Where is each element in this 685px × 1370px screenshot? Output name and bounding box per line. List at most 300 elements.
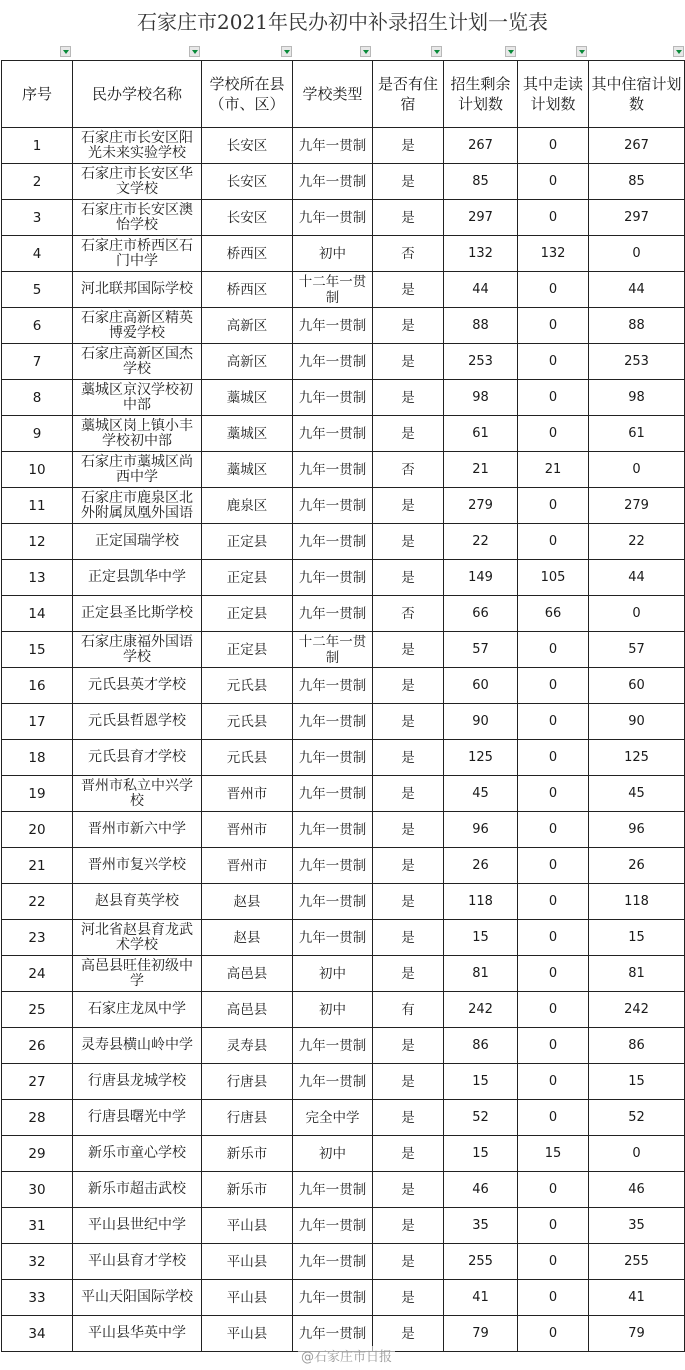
boarding-plan-cell: 96 xyxy=(589,812,685,848)
header-cell: 其中住宿计划数 xyxy=(589,61,685,128)
day-plan-cell: 0 xyxy=(518,884,589,920)
school-type-cell: 九年一贯制 xyxy=(293,380,373,416)
boarding-cell: 是 xyxy=(373,1100,444,1136)
school-name-cell: 高邑县旺佳初级中学 xyxy=(73,956,202,992)
row-number-cell: 25 xyxy=(2,992,73,1028)
school-name-cell: 石家庄市长安区华文学校 xyxy=(73,164,202,200)
boarding-cell: 是 xyxy=(373,1172,444,1208)
row-number-cell: 22 xyxy=(2,884,73,920)
filter-row xyxy=(0,44,685,60)
remaining-plan-cell: 15 xyxy=(444,1064,518,1100)
district-cell: 赵县 xyxy=(202,920,293,956)
school-type-cell: 九年一贯制 xyxy=(293,200,373,236)
school-name-cell: 石家庄市桥西区石门中学 xyxy=(73,236,202,272)
district-cell: 鹿泉区 xyxy=(202,488,293,524)
filter-dropdown-icon[interactable] xyxy=(189,46,200,57)
row-number-cell: 19 xyxy=(2,776,73,812)
school-type-cell: 九年一贯制 xyxy=(293,812,373,848)
remaining-plan-cell: 86 xyxy=(444,1028,518,1064)
filter-dropdown-icon[interactable] xyxy=(431,46,442,57)
school-name-cell: 石家庄高新区精英博爱学校 xyxy=(73,308,202,344)
day-plan-cell: 0 xyxy=(518,1172,589,1208)
boarding-plan-cell: 0 xyxy=(589,236,685,272)
remaining-plan-cell: 15 xyxy=(444,920,518,956)
day-plan-cell: 105 xyxy=(518,560,589,596)
table-row xyxy=(2,596,685,632)
remaining-plan-cell: 279 xyxy=(444,488,518,524)
boarding-plan-cell: 98 xyxy=(589,380,685,416)
boarding-plan-cell: 297 xyxy=(589,200,685,236)
district-cell: 高新区 xyxy=(202,344,293,380)
row-number-cell: 30 xyxy=(2,1172,73,1208)
boarding-cell: 是 xyxy=(373,164,444,200)
day-plan-cell: 21 xyxy=(518,452,589,488)
header-cell: 学校所在县（市、区） xyxy=(202,61,293,128)
boarding-cell: 是 xyxy=(373,1028,444,1064)
filter-dropdown-icon[interactable] xyxy=(360,46,371,57)
district-cell: 长安区 xyxy=(202,128,293,164)
day-plan-cell: 66 xyxy=(518,596,589,632)
row-number-cell: 28 xyxy=(2,1100,73,1136)
day-plan-cell: 0 xyxy=(518,1064,589,1100)
boarding-cell: 是 xyxy=(373,560,444,596)
school-type-cell: 九年一贯制 xyxy=(293,1028,373,1064)
row-number-cell: 34 xyxy=(2,1316,73,1352)
day-plan-cell: 0 xyxy=(518,380,589,416)
table-row xyxy=(2,272,685,308)
filter-dropdown-icon[interactable] xyxy=(576,46,587,57)
school-name-cell: 石家庄高新区国杰学校 xyxy=(73,344,202,380)
school-name-cell: 石家庄市长安区澳怡学校 xyxy=(73,200,202,236)
remaining-plan-cell: 57 xyxy=(444,632,518,668)
header-cell: 其中走读计划数 xyxy=(518,61,589,128)
boarding-cell: 是 xyxy=(373,200,444,236)
table-body xyxy=(2,128,685,1352)
school-name-cell: 藁城区京汉学校初中部 xyxy=(73,380,202,416)
remaining-plan-cell: 60 xyxy=(444,668,518,704)
table-row xyxy=(2,524,685,560)
district-cell: 元氏县 xyxy=(202,668,293,704)
boarding-plan-cell: 41 xyxy=(589,1280,685,1316)
day-plan-cell: 0 xyxy=(518,704,589,740)
boarding-cell: 是 xyxy=(373,1280,444,1316)
day-plan-cell: 0 xyxy=(518,308,589,344)
school-name-cell: 平山县世纪中学 xyxy=(73,1208,202,1244)
district-cell: 赵县 xyxy=(202,884,293,920)
school-name-cell: 正定县凯华中学 xyxy=(73,560,202,596)
row-number-cell: 5 xyxy=(2,272,73,308)
district-cell: 晋州市 xyxy=(202,848,293,884)
table-row xyxy=(2,992,685,1028)
remaining-plan-cell: 15 xyxy=(444,1136,518,1172)
boarding-plan-cell: 46 xyxy=(589,1172,685,1208)
table-row xyxy=(2,1280,685,1316)
school-type-cell: 九年一贯制 xyxy=(293,776,373,812)
school-type-cell: 九年一贯制 xyxy=(293,1316,373,1352)
remaining-plan-cell: 132 xyxy=(444,236,518,272)
school-type-cell: 九年一贯制 xyxy=(293,1208,373,1244)
boarding-plan-cell: 0 xyxy=(589,596,685,632)
boarding-cell: 是 xyxy=(373,272,444,308)
boarding-plan-cell: 0 xyxy=(589,1136,685,1172)
boarding-cell: 是 xyxy=(373,704,444,740)
district-cell: 桥西区 xyxy=(202,272,293,308)
school-type-cell: 九年一贯制 xyxy=(293,848,373,884)
school-name-cell: 元氏县英才学校 xyxy=(73,668,202,704)
day-plan-cell: 0 xyxy=(518,632,589,668)
row-number-cell: 23 xyxy=(2,920,73,956)
row-number-cell: 1 xyxy=(2,128,73,164)
remaining-plan-cell: 85 xyxy=(444,164,518,200)
school-type-cell: 完全中学 xyxy=(293,1100,373,1136)
boarding-cell: 是 xyxy=(373,812,444,848)
school-name-cell: 平山县华英中学 xyxy=(73,1316,202,1352)
remaining-plan-cell: 96 xyxy=(444,812,518,848)
district-cell: 晋州市 xyxy=(202,812,293,848)
school-type-cell: 九年一贯制 xyxy=(293,1244,373,1280)
table-row xyxy=(2,812,685,848)
table-row xyxy=(2,1244,685,1280)
table-row xyxy=(2,1208,685,1244)
school-name-cell: 石家庄康福外国语学校 xyxy=(73,632,202,668)
filter-dropdown-icon[interactable] xyxy=(281,46,292,57)
boarding-plan-cell: 267 xyxy=(589,128,685,164)
school-name-cell: 晋州市复兴学校 xyxy=(73,848,202,884)
boarding-plan-cell: 279 xyxy=(589,488,685,524)
district-cell: 高新区 xyxy=(202,308,293,344)
day-plan-cell: 0 xyxy=(518,488,589,524)
remaining-plan-cell: 44 xyxy=(444,272,518,308)
boarding-cell: 是 xyxy=(373,1244,444,1280)
district-cell: 元氏县 xyxy=(202,704,293,740)
school-name-cell: 晋州市私立中兴学校 xyxy=(73,776,202,812)
table-row xyxy=(2,128,685,164)
filter-dropdown-icon[interactable] xyxy=(673,46,684,57)
district-cell: 行唐县 xyxy=(202,1100,293,1136)
day-plan-cell: 0 xyxy=(518,524,589,560)
remaining-plan-cell: 21 xyxy=(444,452,518,488)
district-cell: 桥西区 xyxy=(202,236,293,272)
school-type-cell: 九年一贯制 xyxy=(293,416,373,452)
header-cell: 是否有住宿 xyxy=(373,61,444,128)
remaining-plan-cell: 125 xyxy=(444,740,518,776)
district-cell: 高邑县 xyxy=(202,956,293,992)
school-name-cell: 石家庄市长安区阳光未来实验学校 xyxy=(73,128,202,164)
district-cell: 藁城区 xyxy=(202,416,293,452)
row-number-cell: 3 xyxy=(2,200,73,236)
boarding-plan-cell: 253 xyxy=(589,344,685,380)
boarding-plan-cell: 52 xyxy=(589,1100,685,1136)
watermark: @石家庄市日报 xyxy=(298,1346,395,1365)
district-cell: 元氏县 xyxy=(202,740,293,776)
school-type-cell: 九年一贯制 xyxy=(293,1064,373,1100)
day-plan-cell: 132 xyxy=(518,236,589,272)
school-type-cell: 九年一贯制 xyxy=(293,704,373,740)
filter-dropdown-icon[interactable] xyxy=(60,46,71,57)
row-number-cell: 32 xyxy=(2,1244,73,1280)
remaining-plan-cell: 149 xyxy=(444,560,518,596)
boarding-cell: 是 xyxy=(373,776,444,812)
table-row xyxy=(2,236,685,272)
boarding-cell: 是 xyxy=(373,956,444,992)
day-plan-cell: 0 xyxy=(518,1100,589,1136)
remaining-plan-cell: 297 xyxy=(444,200,518,236)
boarding-plan-cell: 118 xyxy=(589,884,685,920)
row-number-cell: 2 xyxy=(2,164,73,200)
boarding-cell: 是 xyxy=(373,1316,444,1352)
table-row xyxy=(2,1064,685,1100)
school-type-cell: 初中 xyxy=(293,236,373,272)
boarding-cell: 是 xyxy=(373,848,444,884)
district-cell: 藁城区 xyxy=(202,380,293,416)
day-plan-cell: 0 xyxy=(518,1280,589,1316)
remaining-plan-cell: 255 xyxy=(444,1244,518,1280)
boarding-cell: 是 xyxy=(373,344,444,380)
day-plan-cell: 0 xyxy=(518,920,589,956)
school-name-cell: 新乐市超击武校 xyxy=(73,1172,202,1208)
school-type-cell: 九年一贯制 xyxy=(293,344,373,380)
row-number-cell: 17 xyxy=(2,704,73,740)
boarding-cell: 是 xyxy=(373,884,444,920)
school-type-cell: 初中 xyxy=(293,956,373,992)
boarding-plan-cell: 60 xyxy=(589,668,685,704)
table-row xyxy=(2,632,685,668)
boarding-cell: 否 xyxy=(373,236,444,272)
boarding-cell: 否 xyxy=(373,596,444,632)
boarding-cell: 有 xyxy=(373,992,444,1028)
table-row xyxy=(2,1028,685,1064)
boarding-cell: 是 xyxy=(373,632,444,668)
school-name-cell: 行唐县曙光中学 xyxy=(73,1100,202,1136)
row-number-cell: 7 xyxy=(2,344,73,380)
table-row xyxy=(2,848,685,884)
header-cell: 民办学校名称 xyxy=(73,61,202,128)
school-type-cell: 九年一贯制 xyxy=(293,920,373,956)
boarding-cell: 是 xyxy=(373,1136,444,1172)
school-type-cell: 初中 xyxy=(293,1136,373,1172)
remaining-plan-cell: 79 xyxy=(444,1316,518,1352)
school-name-cell: 藁城区岗上镇小丰学校初中部 xyxy=(73,416,202,452)
school-name-cell: 河北联邦国际学校 xyxy=(73,272,202,308)
remaining-plan-cell: 66 xyxy=(444,596,518,632)
table-row xyxy=(2,308,685,344)
table-row xyxy=(2,1136,685,1172)
remaining-plan-cell: 26 xyxy=(444,848,518,884)
remaining-plan-cell: 242 xyxy=(444,992,518,1028)
school-type-cell: 九年一贯制 xyxy=(293,452,373,488)
row-number-cell: 9 xyxy=(2,416,73,452)
page-title: 石家庄市2021年民办初中补录招生计划一览表 xyxy=(137,10,548,34)
district-cell: 平山县 xyxy=(202,1208,293,1244)
boarding-plan-cell: 61 xyxy=(589,416,685,452)
boarding-cell: 是 xyxy=(373,308,444,344)
row-number-cell: 18 xyxy=(2,740,73,776)
day-plan-cell: 0 xyxy=(518,1316,589,1352)
boarding-cell: 是 xyxy=(373,668,444,704)
enrollment-table xyxy=(1,60,685,1352)
table-row xyxy=(2,488,685,524)
school-type-cell: 九年一贯制 xyxy=(293,128,373,164)
boarding-cell: 是 xyxy=(373,740,444,776)
boarding-plan-cell: 81 xyxy=(589,956,685,992)
day-plan-cell: 0 xyxy=(518,668,589,704)
row-number-cell: 10 xyxy=(2,452,73,488)
day-plan-cell: 0 xyxy=(518,200,589,236)
school-type-cell: 九年一贯制 xyxy=(293,1172,373,1208)
day-plan-cell: 15 xyxy=(518,1136,589,1172)
school-type-cell: 九年一贯制 xyxy=(293,164,373,200)
table-row xyxy=(2,560,685,596)
school-name-cell: 正定国瑞学校 xyxy=(73,524,202,560)
boarding-cell: 是 xyxy=(373,1064,444,1100)
remaining-plan-cell: 45 xyxy=(444,776,518,812)
remaining-plan-cell: 35 xyxy=(444,1208,518,1244)
row-number-cell: 15 xyxy=(2,632,73,668)
remaining-plan-cell: 253 xyxy=(444,344,518,380)
row-number-cell: 31 xyxy=(2,1208,73,1244)
day-plan-cell: 0 xyxy=(518,1208,589,1244)
filter-dropdown-icon[interactable] xyxy=(505,46,516,57)
school-type-cell: 初中 xyxy=(293,992,373,1028)
remaining-plan-cell: 88 xyxy=(444,308,518,344)
school-type-cell: 九年一贯制 xyxy=(293,308,373,344)
school-name-cell: 灵寿县横山岭中学 xyxy=(73,1028,202,1064)
boarding-cell: 是 xyxy=(373,524,444,560)
boarding-cell: 是 xyxy=(373,488,444,524)
table-row xyxy=(2,668,685,704)
day-plan-cell: 0 xyxy=(518,416,589,452)
day-plan-cell: 0 xyxy=(518,812,589,848)
table-row xyxy=(2,1172,685,1208)
boarding-plan-cell: 35 xyxy=(589,1208,685,1244)
district-cell: 平山县 xyxy=(202,1316,293,1352)
boarding-plan-cell: 255 xyxy=(589,1244,685,1280)
table-row xyxy=(2,920,685,956)
district-cell: 正定县 xyxy=(202,632,293,668)
school-name-cell: 行唐县龙城学校 xyxy=(73,1064,202,1100)
school-type-cell: 九年一贯制 xyxy=(293,668,373,704)
remaining-plan-cell: 22 xyxy=(444,524,518,560)
district-cell: 灵寿县 xyxy=(202,1028,293,1064)
boarding-cell: 是 xyxy=(373,128,444,164)
school-name-cell: 平山县育才学校 xyxy=(73,1244,202,1280)
header-cell: 学校类型 xyxy=(293,61,373,128)
day-plan-cell: 0 xyxy=(518,1244,589,1280)
school-type-cell: 九年一贯制 xyxy=(293,596,373,632)
table-row xyxy=(2,164,685,200)
row-number-cell: 4 xyxy=(2,236,73,272)
row-number-cell: 14 xyxy=(2,596,73,632)
day-plan-cell: 0 xyxy=(518,992,589,1028)
day-plan-cell: 0 xyxy=(518,272,589,308)
boarding-plan-cell: 90 xyxy=(589,704,685,740)
table-row xyxy=(2,380,685,416)
day-plan-cell: 0 xyxy=(518,164,589,200)
boarding-plan-cell: 44 xyxy=(589,560,685,596)
district-cell: 正定县 xyxy=(202,560,293,596)
day-plan-cell: 0 xyxy=(518,128,589,164)
table-row xyxy=(2,416,685,452)
district-cell: 新乐市 xyxy=(202,1136,293,1172)
district-cell: 平山县 xyxy=(202,1244,293,1280)
school-type-cell: 九年一贯制 xyxy=(293,488,373,524)
boarding-plan-cell: 0 xyxy=(589,452,685,488)
district-cell: 正定县 xyxy=(202,596,293,632)
boarding-cell: 是 xyxy=(373,920,444,956)
row-number-cell: 11 xyxy=(2,488,73,524)
school-type-cell: 九年一贯制 xyxy=(293,884,373,920)
boarding-plan-cell: 15 xyxy=(589,1064,685,1100)
boarding-plan-cell: 125 xyxy=(589,740,685,776)
day-plan-cell: 0 xyxy=(518,776,589,812)
school-type-cell: 九年一贯制 xyxy=(293,560,373,596)
remaining-plan-cell: 267 xyxy=(444,128,518,164)
boarding-plan-cell: 45 xyxy=(589,776,685,812)
table-row xyxy=(2,956,685,992)
boarding-cell: 是 xyxy=(373,416,444,452)
remaining-plan-cell: 81 xyxy=(444,956,518,992)
boarding-plan-cell: 86 xyxy=(589,1028,685,1064)
district-cell: 长安区 xyxy=(202,200,293,236)
boarding-plan-cell: 79 xyxy=(589,1316,685,1352)
school-type-cell: 九年一贯制 xyxy=(293,1280,373,1316)
header-cell: 招生剩余计划数 xyxy=(444,61,518,128)
school-name-cell: 晋州市新六中学 xyxy=(73,812,202,848)
remaining-plan-cell: 118 xyxy=(444,884,518,920)
school-name-cell: 元氏县哲恩学校 xyxy=(73,704,202,740)
school-name-cell: 石家庄市藁城区尚西中学 xyxy=(73,452,202,488)
day-plan-cell: 0 xyxy=(518,1028,589,1064)
header-cell: 序号 xyxy=(2,61,73,128)
boarding-plan-cell: 22 xyxy=(589,524,685,560)
day-plan-cell: 0 xyxy=(518,740,589,776)
district-cell: 平山县 xyxy=(202,1280,293,1316)
district-cell: 高邑县 xyxy=(202,992,293,1028)
row-number-cell: 27 xyxy=(2,1064,73,1100)
school-name-cell: 石家庄市鹿泉区北外附属凤凰外国语 xyxy=(73,488,202,524)
table-row xyxy=(2,704,685,740)
remaining-plan-cell: 90 xyxy=(444,704,518,740)
table-row xyxy=(2,884,685,920)
row-number-cell: 8 xyxy=(2,380,73,416)
remaining-plan-cell: 52 xyxy=(444,1100,518,1136)
day-plan-cell: 0 xyxy=(518,848,589,884)
row-number-cell: 12 xyxy=(2,524,73,560)
remaining-plan-cell: 46 xyxy=(444,1172,518,1208)
school-name-cell: 赵县育英学校 xyxy=(73,884,202,920)
row-number-cell: 29 xyxy=(2,1136,73,1172)
district-cell: 长安区 xyxy=(202,164,293,200)
day-plan-cell: 0 xyxy=(518,956,589,992)
table-row xyxy=(2,452,685,488)
boarding-plan-cell: 242 xyxy=(589,992,685,1028)
boarding-plan-cell: 44 xyxy=(589,272,685,308)
row-number-cell: 13 xyxy=(2,560,73,596)
table-header-row xyxy=(2,61,685,128)
boarding-plan-cell: 85 xyxy=(589,164,685,200)
school-type-cell: 十二年一贯制 xyxy=(293,272,373,308)
row-number-cell: 33 xyxy=(2,1280,73,1316)
district-cell: 晋州市 xyxy=(202,776,293,812)
day-plan-cell: 0 xyxy=(518,344,589,380)
school-type-cell: 九年一贯制 xyxy=(293,740,373,776)
school-name-cell: 元氏县育才学校 xyxy=(73,740,202,776)
table-row xyxy=(2,1100,685,1136)
district-cell: 新乐市 xyxy=(202,1172,293,1208)
remaining-plan-cell: 41 xyxy=(444,1280,518,1316)
district-cell: 正定县 xyxy=(202,524,293,560)
school-name-cell: 新乐市童心学校 xyxy=(73,1136,202,1172)
